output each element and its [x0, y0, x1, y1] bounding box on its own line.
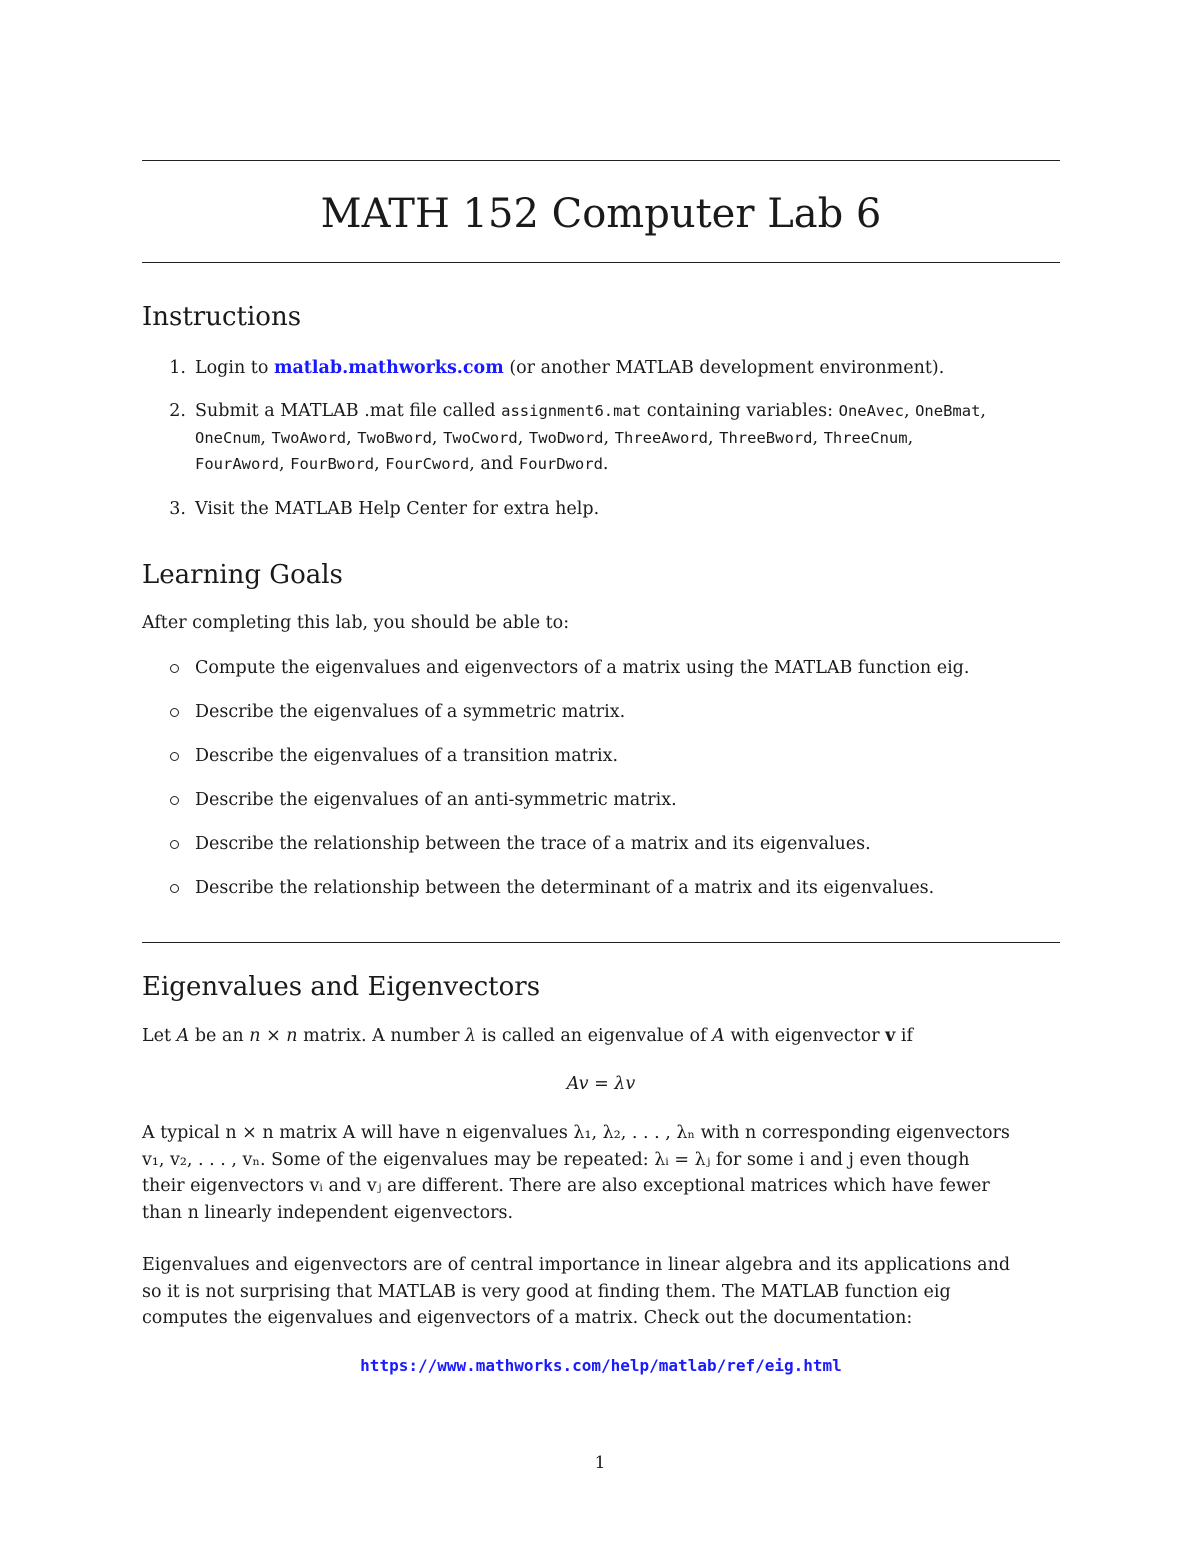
eigen-paragraph-2: A typical n × n matrix A will have n eigenvalues λ₁, λ₂, . . . , λₙ with n corresponding eigenvectors v₁, v₂, . . . , vₙ. Some of the eigenvalues may be repeated: λᵢ = λⱼ for some i and j even though their eigenvectors vᵢ and vⱼ are different. There are also exceptional matrices which have fewer than n linearly independent eigenvectors.: [142, 1123, 1010, 1223]
filename: assignment6.mat: [501, 402, 642, 420]
page-number: 1: [594, 1453, 606, 1473]
section-rule: [142, 942, 1060, 943]
goals-intro: After completing this lab, you should be able to:: [142, 613, 570, 633]
eigen-paragraph-3: Eigenvalues and eigenvectors are of central importance in linear algebra and its applications and so it is not surprising that MATLAB is very good at finding them. The MATLAB function eig computes the eigenvalues and eigenvectors of a matrix. Check out the documentation:: [142, 1255, 1011, 1328]
eigen-equation: Av = λv: [566, 1074, 636, 1094]
instructions-heading: Instructions: [142, 302, 302, 332]
learning-goals-heading: Learning Goals: [142, 560, 343, 590]
eig-documentation-link[interactable]: https://www.mathworks.com/help/matlab/ref/eig.html: [360, 1356, 842, 1375]
title-rule: [142, 262, 1060, 263]
top-rule: [142, 160, 1060, 161]
eigen-heading: Eigenvalues and Eigenvectors: [142, 972, 541, 1002]
matlab-link[interactable]: matlab.mathworks.com: [273, 358, 504, 378]
eigen-definition: Let A be an n × n matrix. A number λ is called an eigenvalue of A with eigenvector v if: [142, 1026, 913, 1046]
page-title: MATH 152 Computer Lab 6: [320, 191, 882, 237]
